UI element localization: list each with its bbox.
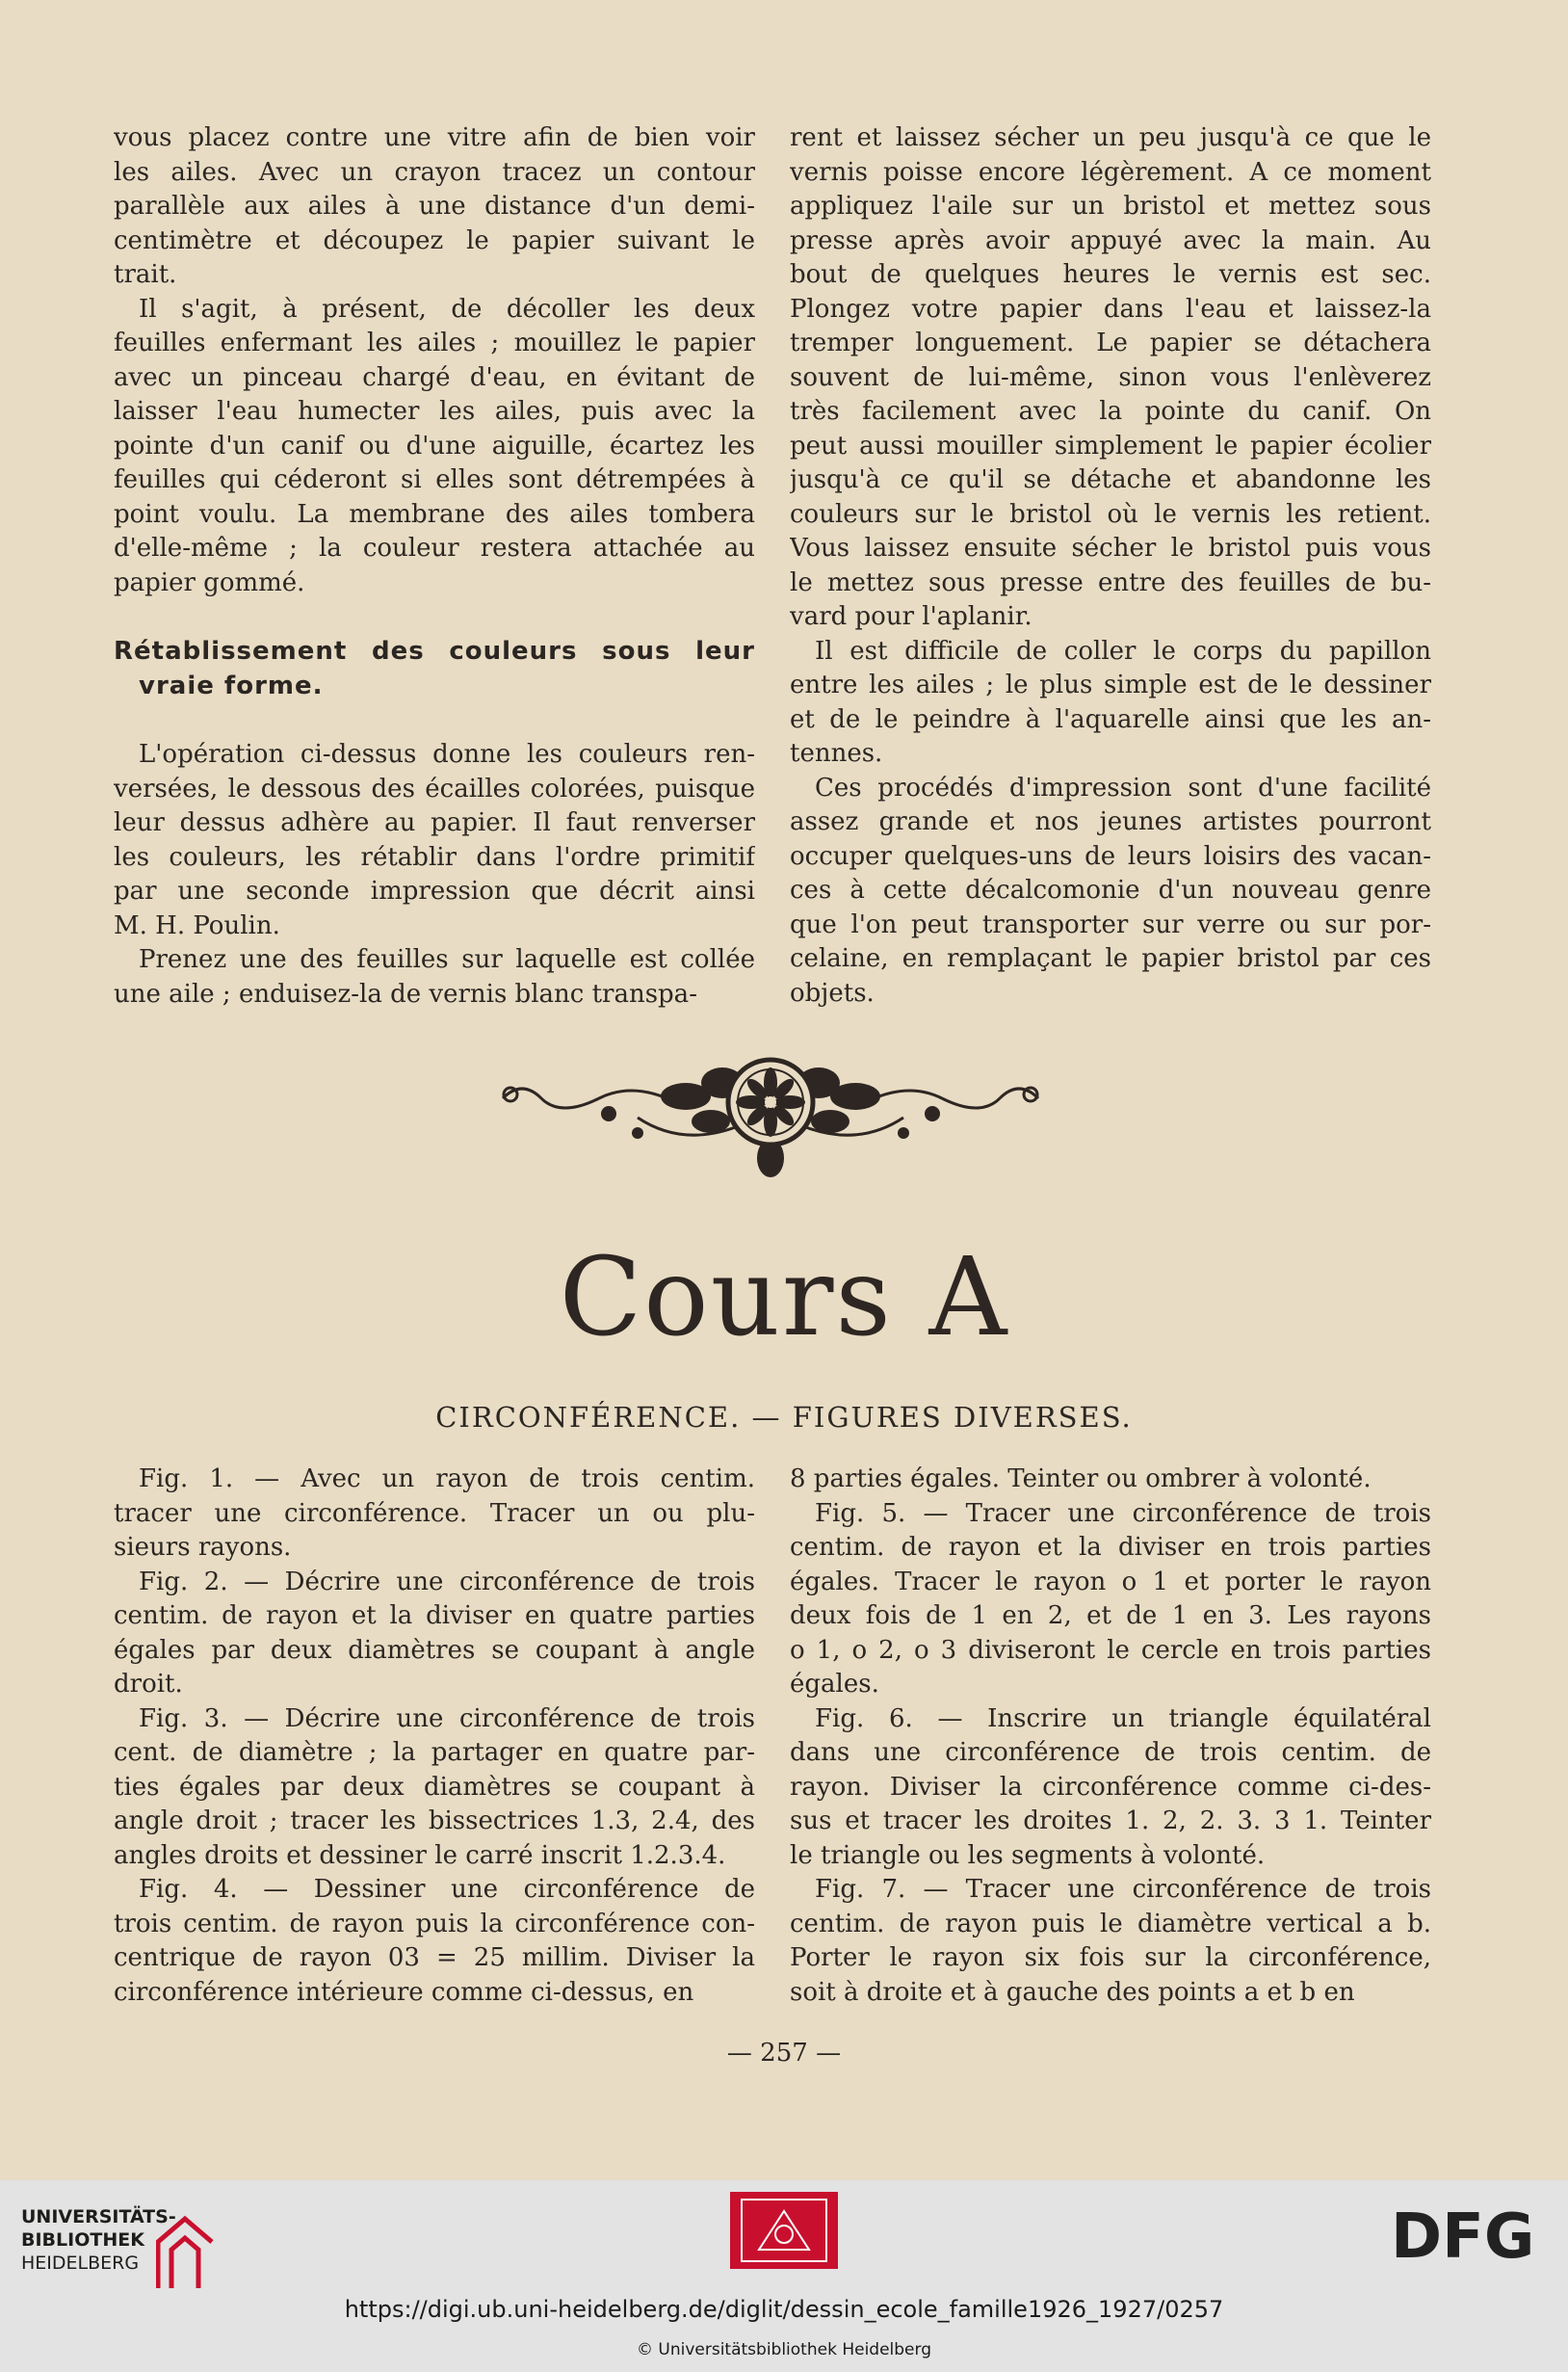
floral-ornament-icon: [493, 1050, 1048, 1185]
text-line: vous placez contre une vitre afin de bien voir: [114, 123, 755, 152]
text-line: papier gommé.: [114, 567, 305, 597]
text-line: tracer une circonférence. Tracer un ou plu-: [114, 1498, 755, 1528]
text-line: une aile ; enduisez-la de vernis blanc transpa-: [114, 979, 697, 1009]
text-line: ties égales par deux diamètres se coupant à: [114, 1772, 755, 1802]
text-line: Fig. 1. — Avec un rayon de trois centim.: [139, 1464, 755, 1493]
text-line: M. H. Poulin.: [114, 910, 280, 940]
text-line: tennes.: [790, 739, 883, 768]
text-line: avec un pinceau chargé d'eau, en évitant de: [114, 362, 755, 392]
text-line: tremper longuement. Le papier se détachera: [790, 329, 1431, 357]
ub-line-3: HEIDELBERG: [21, 2253, 140, 2274]
text-line: feuilles enfermant les ailes ; mouillez le papier: [114, 329, 755, 357]
text-line: feuilles qui céderont si elles sont détrempées à: [114, 465, 755, 494]
text-line: couleurs sur le bristol où le vernis les retient.: [790, 499, 1431, 529]
section-subtitle: CIRCONFÉRENCE. — FIGURES DIVERSES.: [435, 1401, 1133, 1434]
text-line: bout de quelques heures le vernis est sec.: [790, 260, 1431, 289]
dfg-logo[interactable]: [1391, 2201, 1545, 2267]
text-line: par une seconde impression que décrit ainsi: [114, 877, 755, 906]
ub-mark-icon: [156, 2213, 216, 2290]
text-line: Fig. 5. — Tracer une circonférence de trois: [815, 1498, 1431, 1528]
text-line: centim. de rayon et la diviser en quatre parties: [114, 1601, 755, 1630]
text-line: Fig. 2. — Décrire une circonférence de trois: [139, 1567, 755, 1596]
text-line: Porter le rayon six fois sur la circonférence,: [790, 1943, 1431, 1972]
text-line: appliquez l'aile sur un bristol et mettez sous: [790, 192, 1431, 221]
section-heading: vraie forme.: [139, 671, 324, 700]
text-line: droit.: [114, 1670, 183, 1699]
text-line: Il s'agit, à présent, de décoller les deux: [139, 294, 755, 324]
text-line: Prenez une des feuilles sur laquelle est collée: [139, 945, 755, 974]
course-title: Cours A: [559, 1235, 1009, 1360]
top-right-column: [790, 121, 1431, 1011]
text-line: rayon. Diviser la circonférence comme ci-des-: [790, 1772, 1431, 1802]
page-number: — 257 —: [726, 2039, 842, 2068]
text-line: jusqu'à ce qu'il se détache et abandonne les: [790, 465, 1431, 494]
text-line: Il est difficile de coller le corps du papillon: [815, 636, 1431, 666]
text-line: celaine, en remplaçant le papier bristol par ces: [790, 944, 1431, 973]
text-line: centim. de rayon et la diviser en trois parties: [790, 1533, 1431, 1562]
text-line: vard pour l'aplanir.: [790, 602, 1032, 631]
dfg-text: DFG: [1391, 2201, 1535, 2267]
text-line: trois centim. de rayon puis la circonférence con-: [114, 1909, 755, 1938]
text-line: laisser l'eau humecter les ailes, puis avec la: [114, 397, 755, 426]
copyright-notice: © Universitätsbibliothek Heidelberg: [636, 2340, 931, 2359]
text-line: peut aussi mouiller simplement le papier écolier: [790, 431, 1431, 461]
text-line: que l'on peut transporter sur verre ou sur por-: [790, 909, 1431, 939]
text-line: Fig. 4. — Dessiner une circonférence de: [139, 1875, 755, 1904]
text-line: rent et laissez sécher un peu jusqu'à ce que le: [790, 123, 1431, 152]
text-line: trait.: [114, 260, 177, 289]
text-line: égales.: [790, 1670, 879, 1699]
text-line: angle droit ; tracer les bissectrices 1.3, 2.4, des: [114, 1806, 755, 1835]
text-line: circonférence intérieure comme ci-dessus, en: [114, 1977, 694, 2007]
text-line: égales. Tracer le rayon o 1 et porter le rayon: [790, 1567, 1431, 1596]
text-line: cent. de diamètre ; la partager en quatre par-: [114, 1738, 755, 1767]
text-line: Vous laissez ensuite sécher le bristol puis vous: [790, 534, 1431, 563]
text-line: Plongez votre papier dans l'eau et laissez-la: [790, 294, 1431, 324]
text-line: parallèle aux ailes à une distance d'un demi-: [114, 192, 755, 221]
text-line: Fig. 7. — Tracer une circonférence de trois: [815, 1875, 1431, 1904]
text-line: Ces procédés d'impression sont d'une facilité: [815, 773, 1431, 803]
text-line: Fig. 3. — Décrire une circonférence de trois: [139, 1703, 755, 1733]
paragraph-gap: [114, 600, 755, 635]
text-line: assez grande et nos jeunes artistes pourront: [790, 807, 1431, 836]
text-line: égales par deux diamètres se coupant à angle: [114, 1635, 755, 1665]
ub-line-1: UNIVERSITÄTS-: [21, 2206, 176, 2227]
library-footer: [0, 2180, 1568, 2372]
text-line: sus et tracer les droites 1. 2, 2. 3. 3 1. Teinter: [790, 1806, 1431, 1835]
text-line: 8 parties égales. Teinter ou ombrer à volonté.: [790, 1464, 1372, 1493]
paragraph-gap: [114, 703, 755, 738]
ub-line-2: BIBLIOTHEK: [21, 2229, 144, 2251]
text-line: centrique de rayon 03 = 25 millim. Diviser la: [114, 1943, 755, 1972]
text-line: soit à droite et à gauche des points a et b en: [790, 1977, 1355, 2007]
text-line: d'elle-même ; la couleur restera attachée au: [114, 534, 755, 563]
text-line: versées, le dessous des écailles colorées, puisque: [114, 774, 755, 804]
text-line: angles droits et dessiner le carré inscrit 1.2.3.4.: [114, 1840, 726, 1870]
text-line: presse après avoir appuyé avec la main. Au: [790, 225, 1431, 255]
text-line: souvent de lui-même, sinon vous l'enlèverez: [790, 362, 1431, 392]
text-line: point voulu. La membrane des ailes tombera: [114, 499, 755, 529]
text-line: le triangle ou les segments à volonté.: [790, 1840, 1266, 1870]
text-line: entre les ailes ; le plus simple est de le dessiner: [790, 671, 1431, 699]
text-line: objets.: [790, 978, 875, 1008]
text-line: ces à cette décalcomonie d'un nouveau genre: [790, 876, 1431, 905]
text-line: centim. de rayon puis le diamètre vertical a b.: [790, 1909, 1431, 1938]
text-line: très facilement avec la pointe du canif. On: [790, 397, 1431, 426]
text-line: les ailes. Avec un crayon tracez un contour: [114, 157, 755, 187]
bottom-right-column: [790, 1463, 1431, 2010]
text-line: leur dessus adhère au papier. Il faut renverser: [114, 808, 755, 837]
section-heading: Rétablissement des couleurs sous leur: [114, 637, 755, 666]
text-line: dans une circonférence de trois centim. de: [790, 1738, 1431, 1767]
text-line: et de le peindre à l'aquarelle ainsi que les an-: [790, 704, 1431, 734]
text-line: occuper quelques-uns de leurs loisirs des vacan-: [790, 841, 1431, 871]
text-line: le mettez sous presse entre des feuilles de bu-: [790, 567, 1431, 597]
text-line: Fig. 6. — Inscrire un triangle équilatéral: [815, 1703, 1431, 1733]
text-line: sieurs rayons.: [114, 1533, 292, 1562]
text-line: L'opération ci-dessus donne les couleurs ren-: [139, 740, 755, 769]
top-left-column: [114, 121, 755, 1012]
text-line: deux fois de 1 en 2, et de 1 en 3. Les rayons: [790, 1601, 1431, 1630]
bottom-left-column: [114, 1463, 755, 2010]
text-line: o 1, o 2, o 3 diviseront le cercle en trois parties: [790, 1635, 1431, 1665]
permalink-url[interactable]: https://digi.ub.uni-heidelberg.de/diglit/dessin_ecole_famille1926_1927/0257: [344, 2296, 1224, 2323]
text-line: pointe d'un canif ou d'une aiguille, écartez les: [114, 431, 755, 461]
episteme-logo[interactable]: [730, 2192, 838, 2269]
text-line: les couleurs, les rétablir dans l'ordre primitif: [114, 842, 755, 872]
text-line: centimètre et découpez le papier suivant le: [114, 225, 755, 255]
text-line: vernis poisse encore légèrement. A ce moment: [790, 157, 1431, 187]
